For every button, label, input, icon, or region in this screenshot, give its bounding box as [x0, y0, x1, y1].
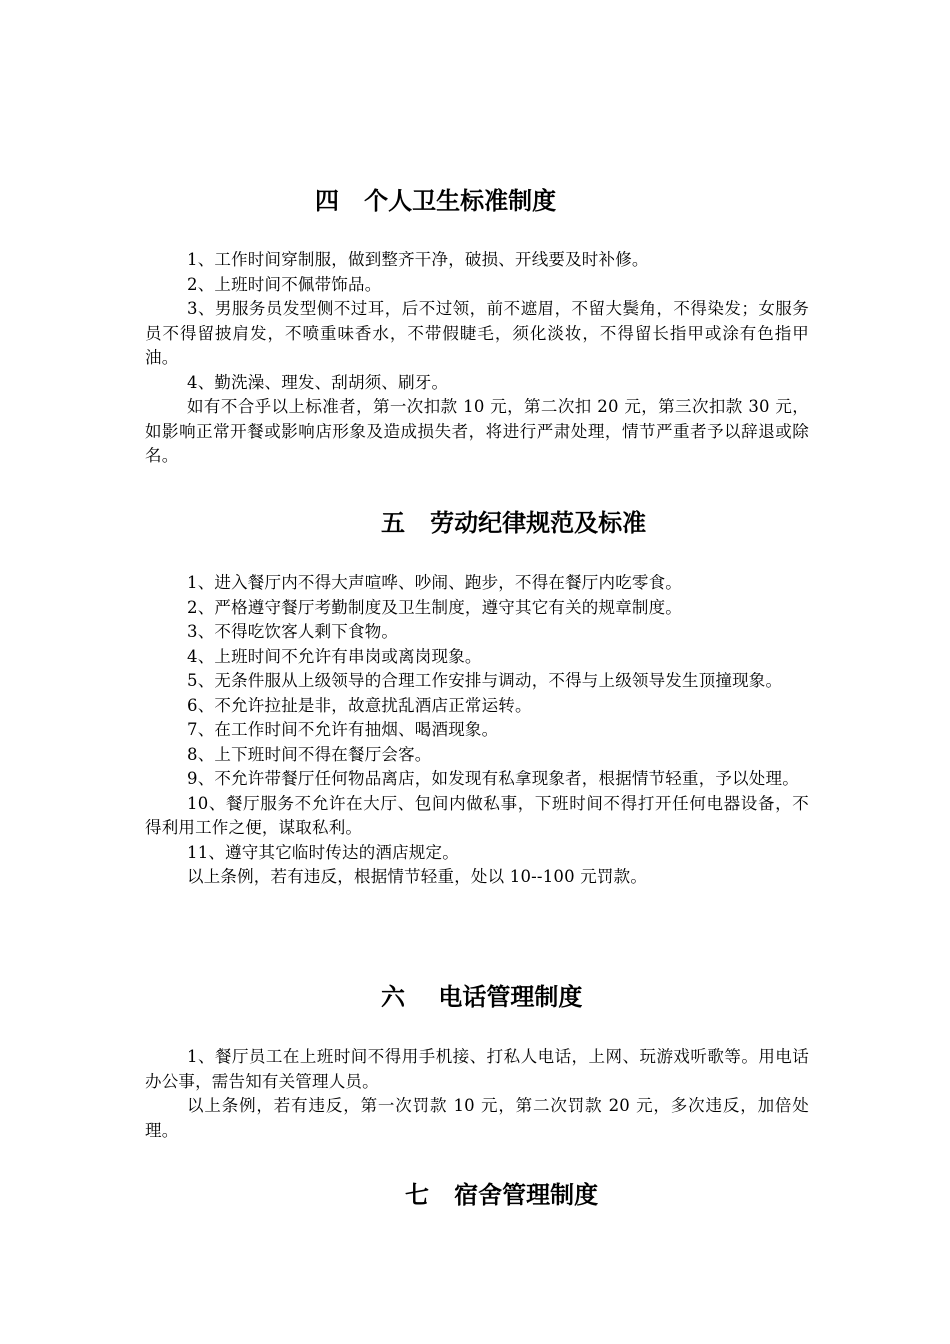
paragraph: 5、无条件服从上级领导的合理工作安排与调动，不得与上级领导发生顶撞现象。 [187, 671, 783, 690]
paragraph: 4、勤洗澡、理发、刮胡须、刷牙。 [187, 372, 449, 392]
paragraph: 1、餐厅员工在上班时间不得用手机接、打私人电话，上网、玩游戏听歌等。用电话办公事，需告知有关管理人员。 [145, 1047, 809, 1091]
paragraph: 10、餐厅服务不允许在大厅、包间内做私事，下班时间不得打开任何电器设备，不得利用工作之便，谋取私利。 [145, 793, 809, 837]
paragraph: 1、进入餐厅内不得大声喧哗、吵闹、跑步，不得在餐厅内吃零食。 [187, 573, 682, 592]
paragraph: 2、上班时间不佩带饰品。 [187, 274, 382, 294]
paragraph: 7、在工作时间不允许有抽烟、喝酒现象。 [187, 720, 499, 739]
paragraph: 8、上下班时间不得在餐厅会客。 [187, 744, 432, 764]
paragraph: 6、不允许拉扯是非，故意扰乱酒店正常运转。 [187, 695, 532, 715]
section-heading: 四 个人卫生标准制度 [315, 187, 557, 215]
paragraph: 以上条例，若有违反，第一次罚款 10 元，第二次罚款 20 元，多次违反，加倍处理。 [145, 1096, 809, 1140]
section-heading: 六 电话管理制度 [381, 983, 583, 1011]
section-heading: 五 劳动纪律规范及标准 [381, 509, 647, 537]
paragraph: 9、不允许带餐厅任何物品离店，如发现有私拿现象者，根据情节轻重，予以处理。 [187, 769, 799, 788]
section-body [145, 571, 809, 890]
section-body [145, 248, 809, 469]
paragraph: 11、遵守其它临时传达的酒店规定。 [187, 842, 459, 862]
paragraph: 4、上班时间不允许有串岗或离岗现象。 [187, 646, 482, 666]
paragraph: 如有不合乎以上标准者，第一次扣款 10 元，第二次扣 20 元，第三次扣款 30 元，如影响正常开餐或影响店形象及造成损失者，将进行严肃处理，情节严重者予以辞退或除名。 [145, 397, 809, 465]
section-heading: 七 宿舍管理制度 [405, 1181, 599, 1209]
paragraph: 1、工作时间穿制服，做到整齐干净，破损、开线要及时补修。 [187, 250, 649, 269]
paragraph: 3、不得吃饮客人剩下食物。 [187, 622, 399, 641]
paragraph: 以上条例，若有违反，根据情节轻重，处以 10--100 元罚款。 [187, 867, 648, 886]
section-body [145, 1045, 809, 1143]
paragraph: 2、严格遵守餐厅考勤制度及卫生制度，遵守其它有关的规章制度。 [187, 597, 682, 617]
paragraph: 3、男服务员发型侧不过耳，后不过领，前不遮眉，不留大鬓角，不得染发；女服务员不得留披肩发，不喷重味香水，不带假睫毛，须化淡妆，不得留长指甲或涂有色指甲油。 [145, 299, 809, 367]
